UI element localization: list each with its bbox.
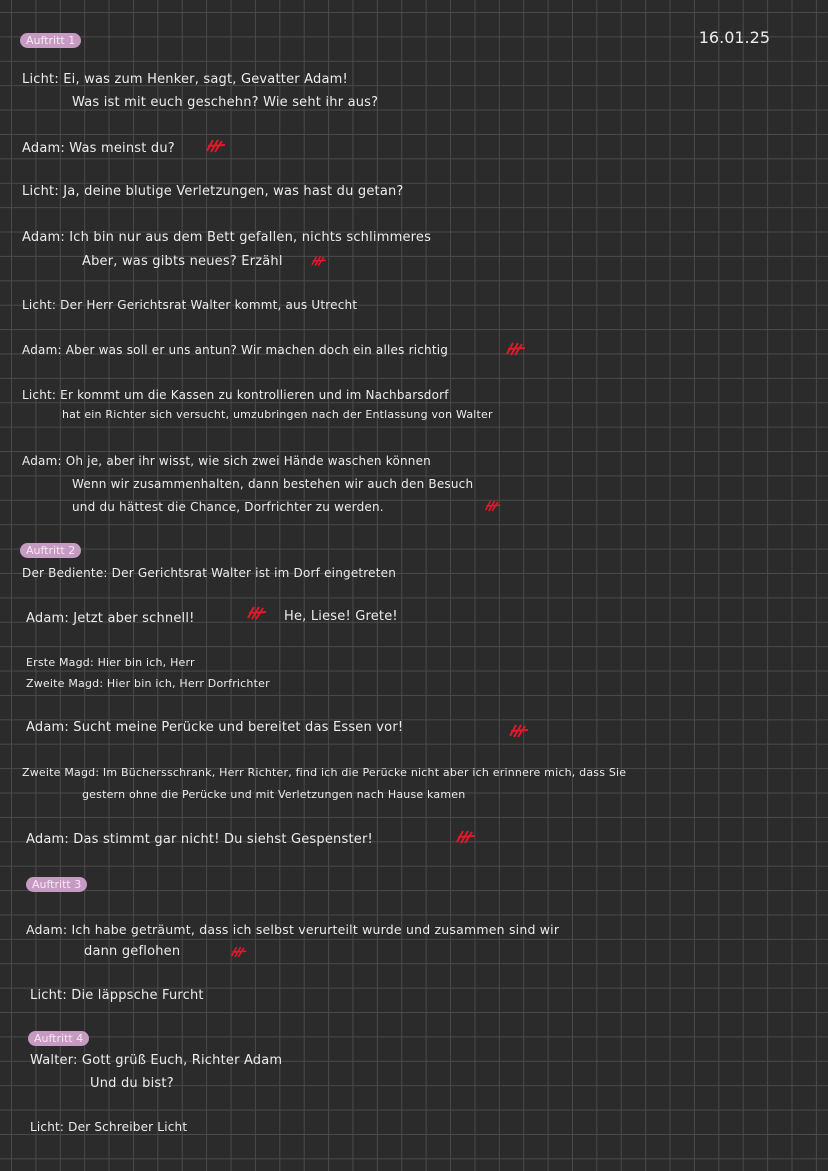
date-label: 16.01.25 xyxy=(698,28,770,47)
red-scribble-icon xyxy=(505,340,527,358)
scene-tag-3: Auftritt 3 xyxy=(26,877,87,892)
red-scribble-icon xyxy=(246,604,268,622)
red-scribble-icon xyxy=(310,254,328,268)
dialogue-line: Der Bediente: Der Gerichtsrat Walter ist im Dorf eingetreten xyxy=(22,566,397,580)
dialogue-line: Licht: Der Schreiber Licht xyxy=(30,1120,188,1134)
dialogue-line: He, Liese! Grete! xyxy=(284,609,398,624)
dialogue-line: Zweite Magd: Hier bin ich, Herr Dorfrichter xyxy=(26,677,270,690)
dialogue-line: hat ein Richter sich versucht, umzubringen nach der Entlassung von Walter xyxy=(62,408,493,421)
dialogue-line: Und du bist? xyxy=(90,1076,174,1091)
dialogue-line: dann geflohen xyxy=(84,944,181,959)
red-scribble-icon xyxy=(455,828,477,846)
dialogue-line: gestern ohne die Perücke und mit Verletzungen nach Hause kamen xyxy=(82,788,466,801)
red-scribble-icon xyxy=(484,498,502,514)
dialogue-line: Aber, was gibts neues? Erzähl xyxy=(82,254,283,269)
dialogue-line: Licht: Ei, was zum Henker, sagt, Gevatter Adam! xyxy=(22,72,348,87)
scene-tag-1: Auftritt 1 xyxy=(20,33,81,48)
dialogue-line: Wenn wir zusammenhalten, dann bestehen wir auch den Besuch xyxy=(72,477,474,491)
dialogue-line: Adam: Sucht meine Perücke und bereitet das Essen vor! xyxy=(26,720,404,735)
dialogue-line: Licht: Ja, deine blutige Verletzungen, was hast du getan? xyxy=(22,184,404,199)
red-scribble-icon xyxy=(508,722,530,740)
dialogue-line: Adam: Oh je, aber ihr wisst, wie sich zwei Hände waschen können xyxy=(22,454,431,468)
dialogue-line: Licht: Er kommt um die Kassen zu kontrollieren und im Nachbarsdorf xyxy=(22,388,449,402)
dialogue-line: Zweite Magd: Im Büchersschrank, Herr Richter, find ich die Perücke nicht aber ich erinnere mich, dass Sie xyxy=(22,766,627,779)
dialogue-line: und du hättest die Chance, Dorfrichter zu werden. xyxy=(72,500,384,514)
dialogue-line: Licht: Der Herr Gerichtsrat Walter kommt, aus Utrecht xyxy=(22,298,358,312)
dialogue-line: Erste Magd: Hier bin ich, Herr xyxy=(26,656,195,669)
dialogue-line: Was ist mit euch geschehn? Wie seht ihr aus? xyxy=(72,95,379,110)
dialogue-line: Adam: Aber was soll er uns antun? Wir machen doch ein alles richtig xyxy=(22,343,449,357)
dialogue-line: Adam: Ich bin nur aus dem Bett gefallen, nichts schlimmeres xyxy=(22,230,432,245)
scene-tag-2: Auftritt 2 xyxy=(20,543,81,558)
dialogue-line: Adam: Jetzt aber schnell! xyxy=(26,611,195,626)
scene-tag-4: Auftritt 4 xyxy=(28,1031,89,1046)
dialogue-line: Walter: Gott grüß Euch, Richter Adam xyxy=(30,1053,283,1068)
red-scribble-icon xyxy=(205,137,227,155)
dialogue-line: Adam: Was meinst du? xyxy=(22,141,175,156)
dialogue-line: Adam: Ich habe geträumt, dass ich selbst verurteilt wurde und zusammen sind wir xyxy=(26,922,560,937)
red-scribble-icon xyxy=(230,944,248,960)
dialogue-line: Licht: Die läppsche Furcht xyxy=(30,988,204,1003)
dialogue-line: Adam: Das stimmt gar nicht! Du siehst Gespenster! xyxy=(26,832,373,847)
